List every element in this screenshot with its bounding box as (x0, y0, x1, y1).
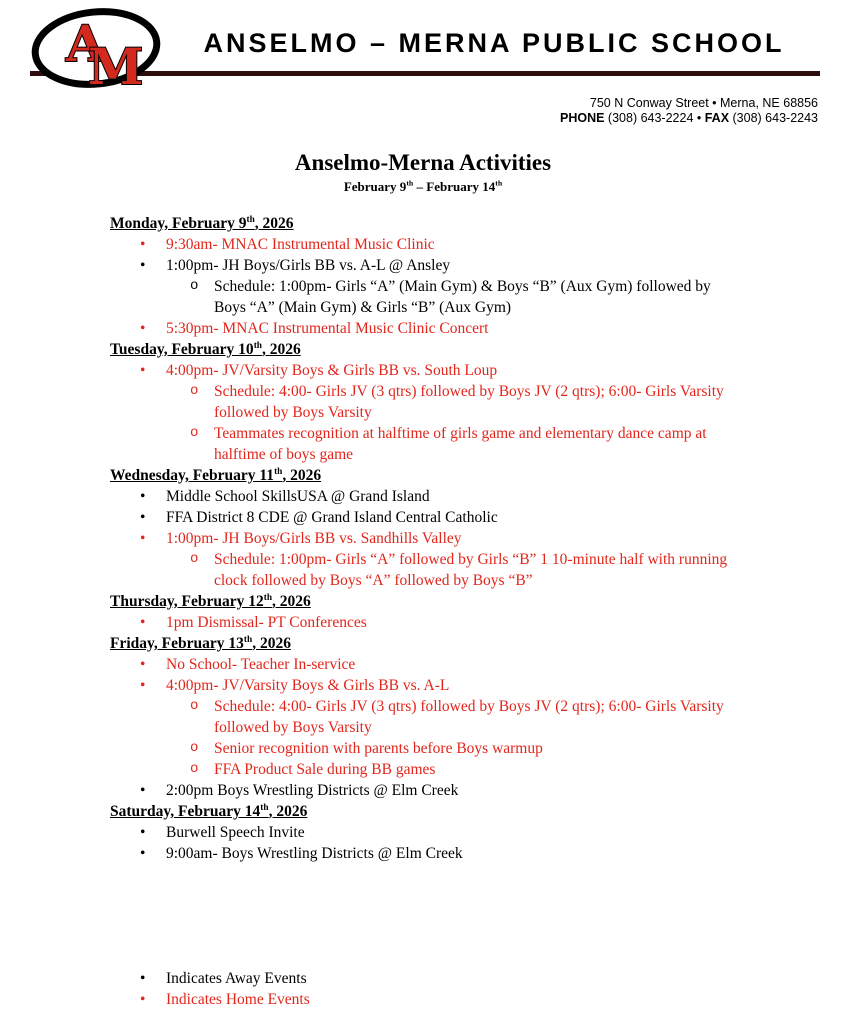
schedule-item (140, 989, 742, 1010)
school-logo (30, 6, 162, 90)
item-text: 1:00pm- JH Boys/Girls BB vs. Sandhills Valley (166, 530, 462, 547)
phone-number: (308) 643-2224 • (604, 111, 705, 125)
sub-bullet-icon: o (190, 551, 199, 567)
bullet-icon: • (140, 488, 146, 505)
day-heading-text: Tuesday, February 10th, 2026 (110, 340, 301, 358)
item-text: 4:00pm- JV/Varsity Boys & Girls BB vs. South Loup (166, 362, 498, 379)
sub-bullet-icon: o (190, 761, 199, 777)
day-heading (110, 213, 742, 234)
schedule-item (190, 423, 742, 465)
schedule-item (190, 549, 742, 591)
item-text: 9:00am- Boys Wrestling Districts @ Elm Creek (166, 845, 463, 862)
letterhead (0, 4, 846, 90)
bullet-icon: • (140, 845, 146, 862)
item-text: FFA Product Sale during BB games (214, 761, 436, 778)
day-heading (110, 465, 742, 486)
bullet-icon: • (140, 614, 146, 631)
day-heading (110, 633, 742, 654)
fax-label: FAX (704, 111, 730, 125)
sub-bullet-icon: o (190, 278, 199, 294)
schedule-item (140, 675, 742, 696)
schedule-item (190, 381, 742, 423)
phone-fax-line (0, 111, 818, 126)
item-text: No School- Teacher In-service (166, 656, 356, 673)
schedule (110, 213, 742, 864)
logo-letter-m: M (88, 37, 144, 90)
schedule-item (140, 318, 742, 339)
item-text: Teammates recognition at halftime of girls game and elementary dance camp at halftime of boys game (214, 425, 707, 463)
address-line: 750 N Conway Street • Merna, NE 68856 (589, 96, 818, 110)
bullet-icon: • (140, 677, 146, 694)
item-text: 2:00pm Boys Wrestling Districts @ Elm Creek (166, 782, 459, 799)
logo-letter-a: A (66, 14, 105, 73)
day-heading-text: Friday, February 13th, 2026 (110, 634, 291, 652)
day-heading (110, 339, 742, 360)
bullet-icon: • (140, 530, 146, 547)
item-text: 9:30am- MNAC Instrumental Music Clinic (166, 236, 435, 253)
item-text: Burwell Speech Invite (166, 824, 305, 841)
bullet-icon: • (140, 362, 146, 379)
schedule-item (190, 696, 742, 738)
schedule-item (140, 507, 742, 528)
item-text: Schedule: 4:00- Girls JV (3 qtrs) followed by Boys JV (2 qtrs); 6:00- Girls Varsity followed by Boys Varsity (214, 698, 724, 736)
bullet-icon: • (140, 782, 146, 799)
schedule-item (140, 654, 742, 675)
bullet-icon: • (140, 320, 146, 337)
schedule-item (140, 486, 742, 507)
day-heading-text: Thursday, February 12th, 2026 (110, 592, 311, 610)
bullet-icon: • (140, 509, 146, 526)
schedule-item (140, 822, 742, 843)
page-title: Anselmo-Merna Activities (294, 150, 552, 175)
sub-bullet-icon: o (190, 740, 199, 756)
day-heading-text: Saturday, February 14th, 2026 (110, 802, 308, 820)
schedule-item (140, 780, 742, 801)
item-text: 5:30pm- MNAC Instrumental Music Clinic Concert (166, 320, 489, 337)
schedule-item (190, 759, 742, 780)
day-heading-text: Monday, February 9th, 2026 (110, 214, 294, 232)
fax-number: (308) 643-2243 (729, 111, 818, 125)
item-text: FFA District 8 CDE @ Grand Island Central Catholic (166, 509, 498, 526)
day-heading-text: Wednesday, February 11th, 2026 (110, 466, 322, 484)
item-text: Senior recognition with parents before Boys warmup (214, 740, 543, 757)
schedule-item (140, 528, 742, 549)
schedule-item (140, 843, 742, 864)
school-name: ANSELMO – MERNA PUBLIC SCHOOL (203, 28, 785, 58)
phone-label: PHONE (560, 111, 605, 125)
schedule-item (140, 612, 742, 633)
schedule-item (140, 360, 742, 381)
item-text: 1:00pm- JH Boys/Girls BB vs. A-L @ Ansley (166, 257, 451, 274)
schedule-item (140, 968, 742, 989)
bullet-icon: • (140, 991, 146, 1008)
item-text: Schedule: 4:00- Girls JV (3 qtrs) followed by Boys JV (2 qtrs); 6:00- Girls Varsity followed by Boys Varsity (214, 383, 724, 421)
schedule-item (190, 276, 742, 318)
bullet-icon: • (140, 970, 146, 987)
sub-bullet-icon: o (190, 383, 199, 399)
am-logo-graphic (30, 6, 162, 90)
item-text: 4:00pm- JV/Varsity Boys & Girls BB vs. A-L (166, 677, 450, 694)
schedule-item (140, 234, 742, 255)
day-heading (110, 591, 742, 612)
day-heading (110, 801, 742, 822)
sub-bullet-icon: o (190, 698, 199, 714)
item-text: Indicates Away Events (166, 970, 307, 987)
sub-bullet-icon: o (190, 425, 199, 441)
bullet-icon: • (140, 257, 146, 274)
contact-block (0, 96, 818, 126)
item-text: Indicates Home Events (166, 991, 310, 1008)
page-subtitle: February 9th – February 14th (343, 178, 503, 194)
schedule-item (140, 255, 742, 276)
schedule-item (190, 738, 742, 759)
item-text: Middle School SkillsUSA @ Grand Island (166, 488, 430, 505)
item-text: Schedule: 1:00pm- Girls “A” (Main Gym) & Boys “B” (Aux Gym) followed by Boys “A” (Main Gym) & Girls “B” (Aux Gym) (214, 278, 711, 316)
item-text: Schedule: 1:00pm- Girls “A” followed by Girls “B” 1 10-minute half with running clock followed by Boys “A” followed by Boys “B” (214, 551, 728, 589)
item-text: 1pm Dismissal- PT Conferences (166, 614, 367, 631)
legend (110, 968, 742, 1010)
bullet-icon: • (140, 824, 146, 841)
bullet-icon: • (140, 236, 146, 253)
bullet-icon: • (140, 656, 146, 673)
